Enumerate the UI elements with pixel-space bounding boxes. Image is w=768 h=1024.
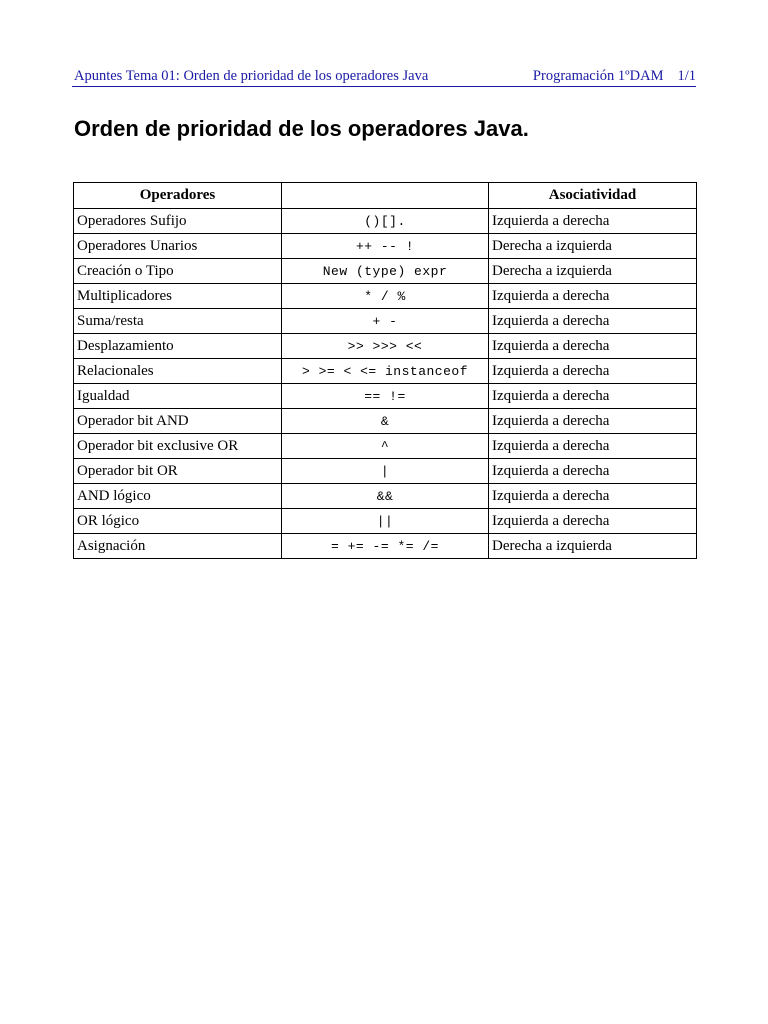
operator-symbols: ++ -- ! <box>282 234 489 259</box>
operator-associativity: Izquierda a derecha <box>489 459 697 484</box>
operator-symbols: || <box>282 509 489 534</box>
operator-category: Desplazamiento <box>74 334 282 359</box>
operator-associativity: Izquierda a derecha <box>489 509 697 534</box>
header-page-number: 1/1 <box>677 68 696 84</box>
operator-symbols: New (type) expr <box>282 259 489 284</box>
operator-category: AND lógico <box>74 484 282 509</box>
table-row <box>74 234 697 259</box>
operator-category: Multiplicadores <box>74 284 282 309</box>
header-document-title: Apuntes Tema 01: Orden de prioridad de los operadores Java <box>74 68 429 84</box>
operator-associativity: Izquierda a derecha <box>489 384 697 409</box>
operator-symbols: && <box>282 484 489 509</box>
table-row <box>74 434 697 459</box>
operator-associativity: Izquierda a derecha <box>489 284 697 309</box>
operator-category: Asignación <box>74 534 282 559</box>
operator-symbols: == != <box>282 384 489 409</box>
operator-category: Operadores Sufijo <box>74 209 282 234</box>
column-header-asociatividad: Asociatividad <box>489 183 697 209</box>
operator-symbols: + - <box>282 309 489 334</box>
operator-associativity: Izquierda a derecha <box>489 434 697 459</box>
operator-associativity: Izquierda a derecha <box>489 409 697 434</box>
operator-category: Operador bit exclusive OR <box>74 434 282 459</box>
operator-associativity: Izquierda a derecha <box>489 334 697 359</box>
header-course: Programación 1ºDAM <box>532 68 664 84</box>
table-row <box>74 509 697 534</box>
operator-associativity: Izquierda a derecha <box>489 209 697 234</box>
operator-category: Operador bit AND <box>74 409 282 434</box>
operator-category: Creación o Tipo <box>74 259 282 284</box>
operator-category: OR lógico <box>74 509 282 534</box>
operator-symbols: >> >>> << <box>282 334 489 359</box>
header-course-info <box>533 68 696 85</box>
operator-category: Relacionales <box>74 359 282 384</box>
table-row <box>74 334 697 359</box>
operator-associativity: Izquierda a derecha <box>489 309 697 334</box>
operator-symbols: > >= < <= instanceof <box>282 359 489 384</box>
operator-symbols: | <box>282 459 489 484</box>
operator-category: Igualdad <box>74 384 282 409</box>
operator-symbols: & <box>282 409 489 434</box>
operator-associativity: Derecha a izquierda <box>489 534 697 559</box>
page-header <box>72 68 696 87</box>
table-row <box>74 259 697 284</box>
operator-precedence-table <box>73 182 697 559</box>
table-row <box>74 534 697 559</box>
page-title: Orden de prioridad de los operadores Java. <box>74 116 529 141</box>
operator-symbols: = += -= *= /= <box>282 534 489 559</box>
table-row <box>74 409 697 434</box>
table-row <box>74 384 697 409</box>
operator-symbols: * / % <box>282 284 489 309</box>
table-row <box>74 309 697 334</box>
operator-associativity: Derecha a izquierda <box>489 234 697 259</box>
operator-associativity: Derecha a izquierda <box>489 259 697 284</box>
operator-category: Suma/resta <box>74 309 282 334</box>
column-header-symbols <box>282 183 489 209</box>
column-header-operadores: Operadores <box>74 183 282 209</box>
table-row <box>74 484 697 509</box>
operator-symbols: ^ <box>282 434 489 459</box>
operator-category: Operadores Unarios <box>74 234 282 259</box>
table-row <box>74 284 697 309</box>
operator-associativity: Izquierda a derecha <box>489 359 697 384</box>
table-header-row <box>74 183 697 209</box>
table-row <box>74 359 697 384</box>
operator-associativity: Izquierda a derecha <box>489 484 697 509</box>
table-row <box>74 209 697 234</box>
operator-symbols: ()[]. <box>282 209 489 234</box>
table-row <box>74 459 697 484</box>
operator-category: Operador bit OR <box>74 459 282 484</box>
